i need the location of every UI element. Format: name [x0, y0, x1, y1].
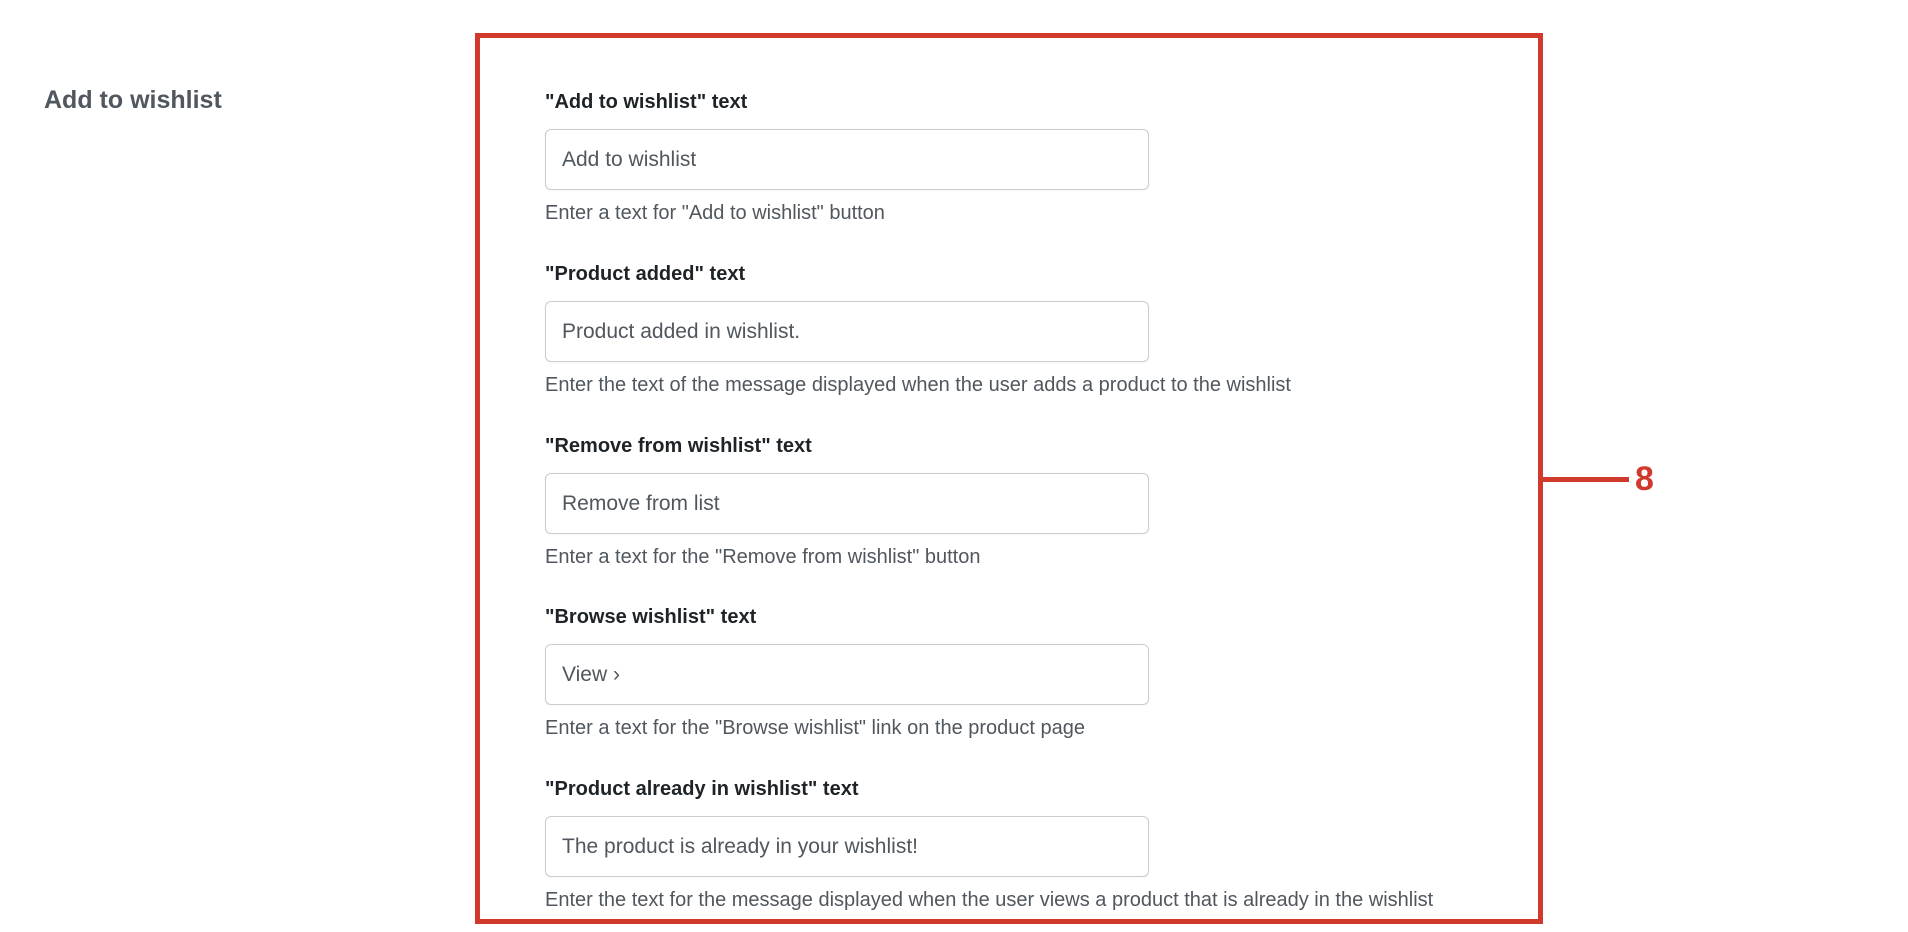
- field-product-already-in-wishlist-text: [545, 777, 1465, 912]
- section-title: Add to wishlist: [44, 86, 222, 114]
- field-label: "Browse wishlist" text: [545, 606, 757, 628]
- field-label: "Product added" text: [545, 263, 746, 285]
- browse-wishlist-text-input[interactable]: [545, 644, 1149, 705]
- add-to-wishlist-text-input[interactable]: [545, 129, 1149, 190]
- product-already-in-wishlist-text-input[interactable]: [545, 816, 1149, 877]
- field-remove-from-wishlist-text: [545, 434, 1465, 569]
- remove-from-wishlist-text-input[interactable]: [545, 473, 1149, 534]
- field-label: "Product already in wishlist" text: [545, 778, 859, 800]
- field-add-to-wishlist-text: [545, 90, 1465, 225]
- field-description: Enter a text for the "Browse wishlist" link on the product page: [545, 717, 1086, 739]
- field-description: Enter the text of the message displayed when the user adds a product to the wishlist: [545, 374, 1291, 396]
- product-added-text-input[interactable]: [545, 301, 1149, 362]
- callout-number: 8: [1635, 460, 1654, 498]
- field-description: Enter the text for the message displayed when the user views a product that is already in the wishlist: [545, 889, 1434, 911]
- field-label: "Remove from wishlist" text: [545, 435, 812, 457]
- field-description: Enter a text for "Add to wishlist" button: [545, 202, 885, 224]
- field-product-added-text: [545, 262, 1465, 397]
- field-description: Enter a text for the "Remove from wishlist" button: [545, 546, 981, 568]
- callout-connector-line: [1543, 477, 1629, 482]
- field-label: "Add to wishlist" text: [545, 91, 748, 113]
- field-browse-wishlist-text: [545, 605, 1465, 740]
